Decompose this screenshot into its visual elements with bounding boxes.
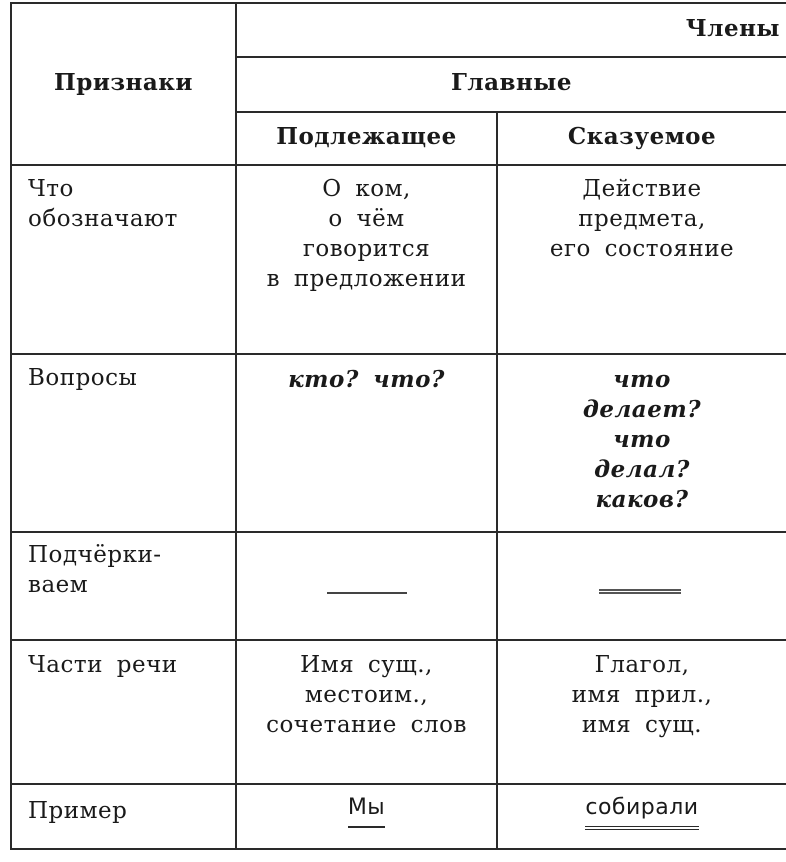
predicate-underline-mark	[599, 589, 681, 594]
table-border-top	[10, 2, 786, 4]
row-example-predicate	[498, 792, 786, 830]
header-subject	[237, 122, 496, 152]
row-divider-questions	[10, 531, 786, 533]
parts-predicate-line: Глагол,	[594, 652, 690, 678]
row-divider-parts	[10, 783, 786, 785]
row-questions-subject	[237, 365, 496, 395]
row-parts-label	[28, 650, 233, 680]
row-parts-predicate	[498, 650, 786, 740]
row-divider-meaning	[10, 353, 786, 355]
parts-subject-line: Имя сущ.,	[300, 652, 433, 678]
row-parts-label-text: Части речи	[28, 652, 178, 678]
underline-label-line: Подчёрки-	[28, 542, 162, 568]
parts-predicate-line: имя прил.,	[571, 682, 713, 708]
parts-subject-line: местоим.,	[304, 682, 429, 708]
subject-underline-mark	[327, 592, 407, 594]
header-main-group	[237, 68, 786, 98]
row-divider-main	[235, 111, 786, 113]
row-meaning-predicate	[498, 174, 786, 264]
row-questions-label	[28, 363, 228, 393]
parts-predicate-line: имя сущ.	[581, 712, 703, 738]
questions-predicate-line: что	[613, 366, 671, 393]
example-subject-word: Мы	[348, 793, 385, 828]
header-main-group-label: Главные	[450, 69, 572, 96]
meaning-subject-line: о чём	[328, 206, 405, 232]
questions-predicate-line: что	[613, 426, 671, 453]
header-predicate-label: Сказуемое	[567, 123, 717, 150]
meaning-predicate-line: его состояние	[549, 236, 735, 262]
row-example-label-text: Пример	[28, 798, 128, 824]
underline-label-line: ваем	[28, 572, 89, 598]
row-divider-header	[10, 164, 786, 166]
questions-predicate-line: каков?	[595, 486, 689, 513]
header-top-group-label: Члены	[685, 15, 780, 42]
questions-predicate-line: делает?	[582, 396, 702, 423]
meaning-predicate-line: предмета,	[578, 206, 706, 232]
header-subject-label: Подлежащее	[276, 123, 457, 150]
row-example-label	[28, 796, 228, 826]
header-feature-label: Признаки	[54, 69, 193, 96]
meaning-subject-line: говорится	[302, 236, 431, 262]
parts-subject-line: сочетание слов	[266, 712, 467, 738]
questions-predicate-line: делал?	[594, 456, 690, 483]
row-meaning-label	[28, 174, 228, 234]
example-predicate-word: собирали	[585, 793, 698, 830]
row-example-subject	[237, 792, 496, 828]
row-questions-label-text: Вопросы	[28, 365, 138, 391]
header-feature	[12, 68, 235, 98]
questions-subject-text: кто? что?	[288, 366, 445, 393]
table-border-bottom	[10, 848, 786, 850]
meaning-predicate-line: Действие	[582, 176, 702, 202]
row-divider-underline	[10, 639, 786, 641]
header-predicate	[498, 122, 786, 152]
row-divider-members	[235, 56, 786, 58]
row-parts-subject	[237, 650, 496, 740]
row-questions-predicate	[498, 365, 786, 515]
table-border-left	[10, 2, 12, 850]
meaning-subject-line: О ком,	[322, 176, 411, 202]
row-meaning-subject	[237, 174, 496, 294]
row-underline-label	[28, 540, 228, 600]
meaning-subject-line: в предложении	[266, 266, 467, 292]
header-top-group	[237, 14, 780, 44]
row-meaning-label-text: Что обозначают	[28, 176, 178, 232]
